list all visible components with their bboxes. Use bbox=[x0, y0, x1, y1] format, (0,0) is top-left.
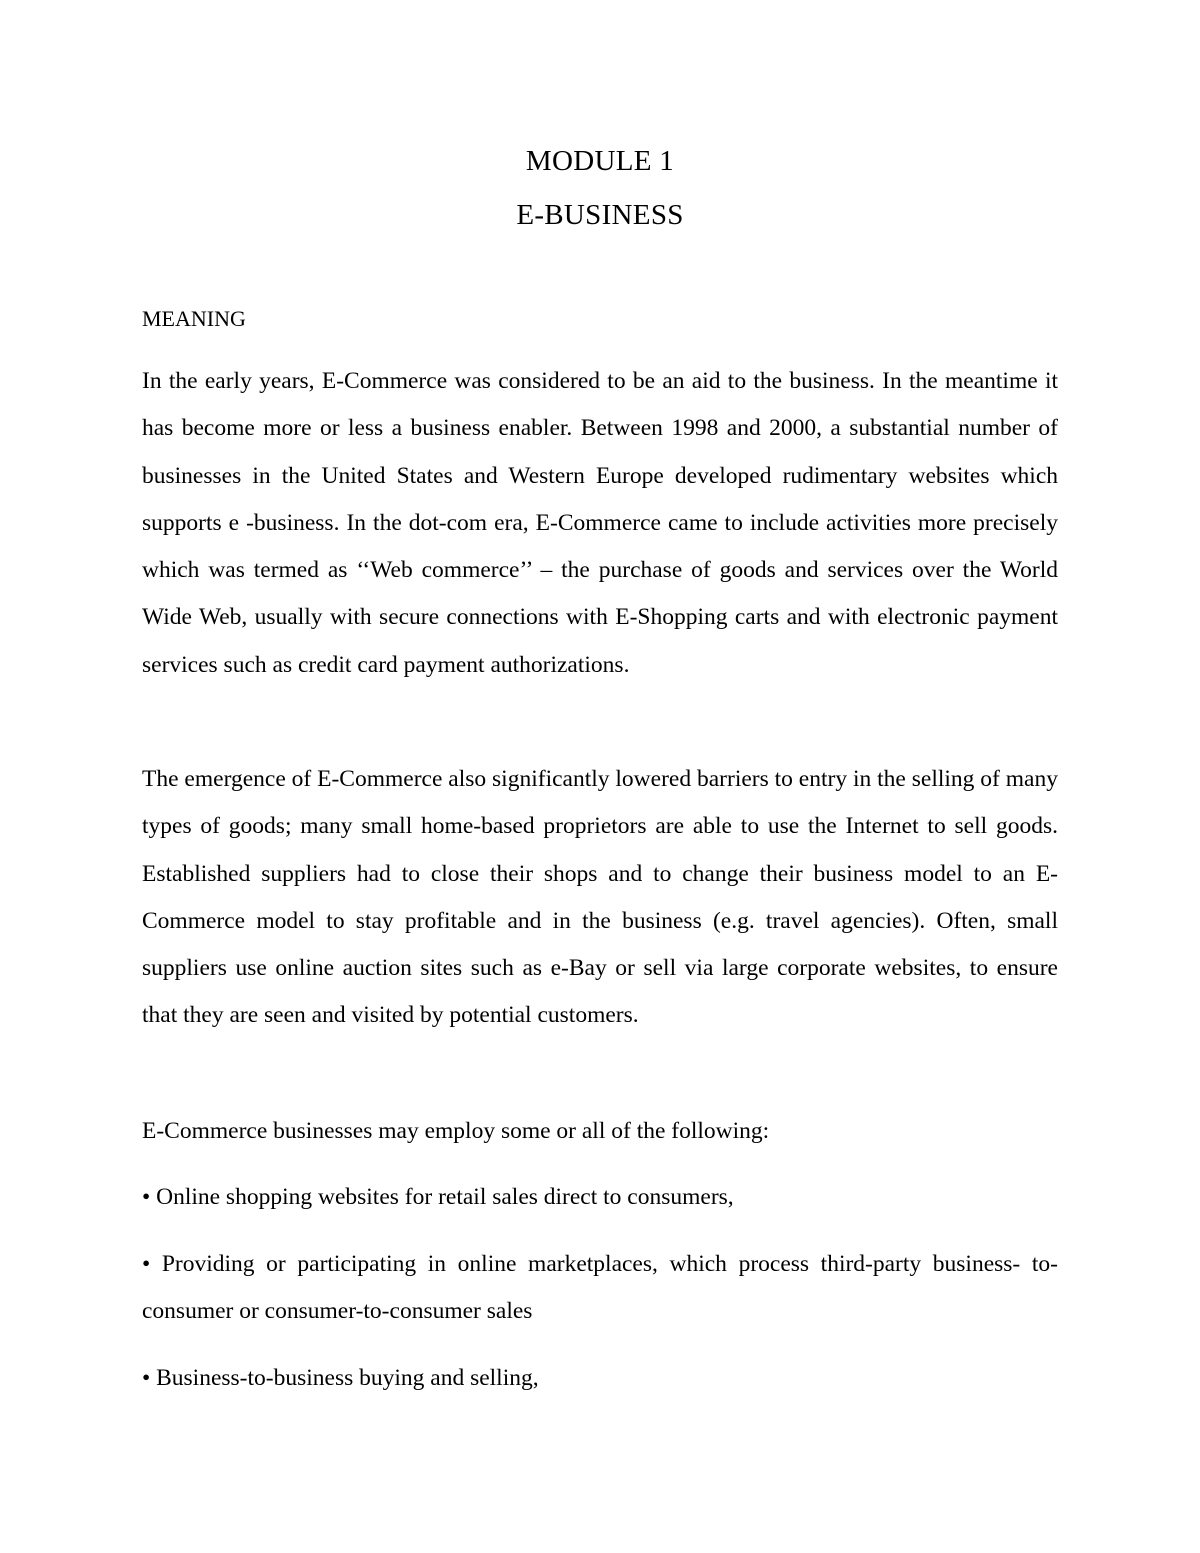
paragraph-meaning-2: The emergence of E-Commerce also significantly lowered barriers to entry in the selling of many types of goods; many small home-based proprietors are able to use the Internet to sell goods. Established suppliers had to close their shops and to change their business model to an E-Commerce model to stay profitable and in the business (e.g. travel agencies). Often, small suppliers use online auction sites such as e-Bay or sell via large corporate websites, to ensure that they are seen and visited by potential customers. bbox=[142, 766, 1058, 1029]
module-subtitle: E-BUSINESS bbox=[516, 199, 684, 231]
section-heading: MEANING bbox=[142, 306, 246, 331]
list-item: • Providing or participating in online marketplaces, which process third-party business- to-consumer or consumer-to-consumer sales bbox=[142, 1251, 1058, 1325]
list-intro: E-Commerce businesses may employ some or all of the following: bbox=[142, 1118, 770, 1144]
module-title: MODULE 1 bbox=[525, 145, 675, 177]
list-item: • Online shopping websites for retail sales direct to consumers, bbox=[142, 1184, 734, 1210]
paragraph-meaning-1: In the early years, E-Commerce was considered to be an aid to the business. In the meantime it has become more or less a business enabler. Between 1998 and 2000, a substantial number of businesses in the United States and Western Europe developed rudimentary websites which supports e -business. In the dot-com era, E-Commerce came to include activities more precisely which was termed as ‘‘Web commerce’’ – the purchase of goods and services over the World Wide Web, usually with secure connections with E-Shopping carts and with electronic payment services such as credit card payment authorizations. bbox=[142, 368, 1058, 678]
list-item: • Business-to-business buying and selling, bbox=[142, 1365, 539, 1391]
